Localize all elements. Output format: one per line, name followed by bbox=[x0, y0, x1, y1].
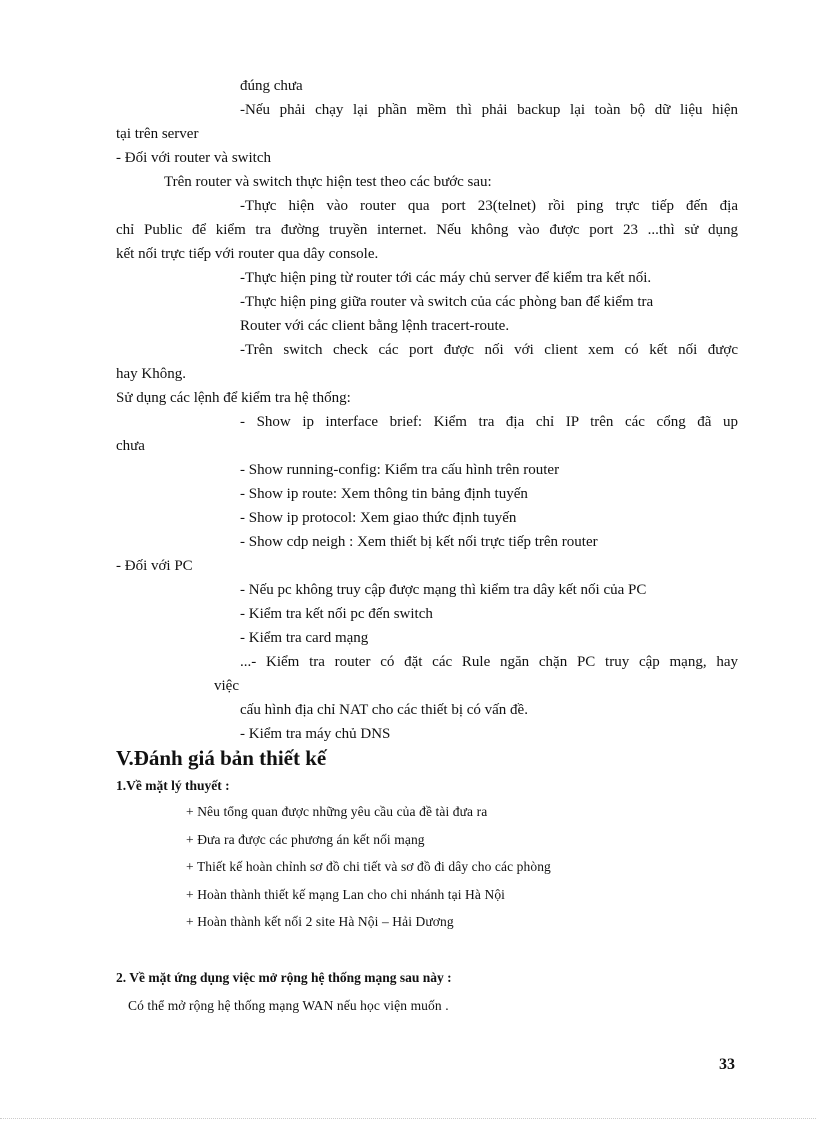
list-item: + Hoàn thành kết nối 2 site Hà Nội – Hải Dương bbox=[186, 914, 454, 929]
text-line: -Thực hiện ping từ router tới các máy chủ server để kiểm tra kết nối. bbox=[240, 270, 652, 286]
text-line: tại trên server bbox=[116, 126, 199, 142]
list-item: + Nêu tổng quan được những yêu cầu của đề tài đưa ra bbox=[186, 804, 488, 819]
page-bottom-divider bbox=[0, 1118, 816, 1119]
text-line: chỉ Public để kiểm tra đường truyền internet. Nếu không vào được port 23 ...thì sử dụng bbox=[116, 222, 738, 238]
text-line: - Show running-config: Kiểm tra cấu hình trên router bbox=[240, 462, 560, 478]
text-line: kết nối trực tiếp với router qua dây console. bbox=[116, 246, 379, 262]
text-line: - Kiểm tra card mạng bbox=[240, 630, 369, 646]
text-line: - Kiểm tra kết nối pc đến switch bbox=[240, 606, 433, 622]
text-line: - Nếu pc không truy cập được mạng thì kiểm tra dây kết nối của PC bbox=[240, 582, 647, 598]
list-item: + Đưa ra được các phương án kết nối mạng bbox=[186, 832, 425, 847]
text-line: Trên router và switch thực hiện test theo các bước sau: bbox=[164, 174, 492, 190]
text-line: -Thực hiện vào router qua port 23(telnet) rồi ping trực tiếp đến địa bbox=[240, 198, 738, 214]
subsection-title: 2. Về mặt ứng dụng việc mở rộng hệ thống mạng sau này : bbox=[116, 970, 452, 985]
text-line: - Đối với router và switch bbox=[116, 150, 271, 166]
text-line: Router với các client bằng lệnh tracert-route. bbox=[240, 318, 510, 334]
text-line: - Show ip route: Xem thông tin bảng định tuyến bbox=[240, 486, 528, 502]
text-line: đúng chưa bbox=[240, 78, 303, 94]
text-line: việc bbox=[214, 678, 239, 694]
text-line: Sử dụng các lệnh để kiểm tra hệ thống: bbox=[116, 390, 351, 406]
text-line: - Show ip interface brief: Kiểm tra địa chỉ IP trên các cổng đã up bbox=[240, 414, 738, 430]
text-line: - Show ip protocol: Xem giao thức định tuyến bbox=[240, 510, 517, 526]
list-item: + Thiết kế hoàn chỉnh sơ đồ chi tiết và sơ đồ đi dây cho các phòng bbox=[186, 859, 551, 874]
body-text: Có thể mở rộng hệ thống mạng WAN nếu học viện muốn . bbox=[128, 998, 449, 1013]
text-line: - Kiểm tra máy chủ DNS bbox=[240, 726, 391, 742]
subsection-title: 1.Về mặt lý thuyết : bbox=[116, 778, 230, 793]
text-line: cấu hình địa chỉ NAT cho các thiết bị có vấn đề. bbox=[240, 702, 528, 718]
text-line: chưa bbox=[116, 438, 145, 454]
text-line: hay Không. bbox=[116, 366, 186, 382]
text-line: - Show cdp neigh : Xem thiết bị kết nối trực tiếp trên router bbox=[240, 534, 598, 550]
list-item: + Hoàn thành thiết kế mạng Lan cho chi nhánh tại Hà Nội bbox=[186, 887, 506, 902]
text-line: - Đối với PC bbox=[116, 558, 193, 574]
text-line: ...- Kiểm tra router có đặt các Rule ngăn chặn PC truy cập mạng, hay bbox=[240, 654, 738, 670]
text-line: -Nếu phải chạy lại phần mềm thì phải backup lại toàn bộ dữ liệu hiện bbox=[240, 102, 738, 118]
text-line: -Thực hiện ping giữa router và switch của các phòng ban để kiểm tra bbox=[240, 294, 654, 310]
page-number: 33 bbox=[719, 1056, 735, 1073]
section-title: V.Đánh giá bản thiết kế bbox=[116, 746, 327, 770]
text-line: -Trên switch check các port được nối với client xem có kết nối được bbox=[240, 342, 738, 358]
